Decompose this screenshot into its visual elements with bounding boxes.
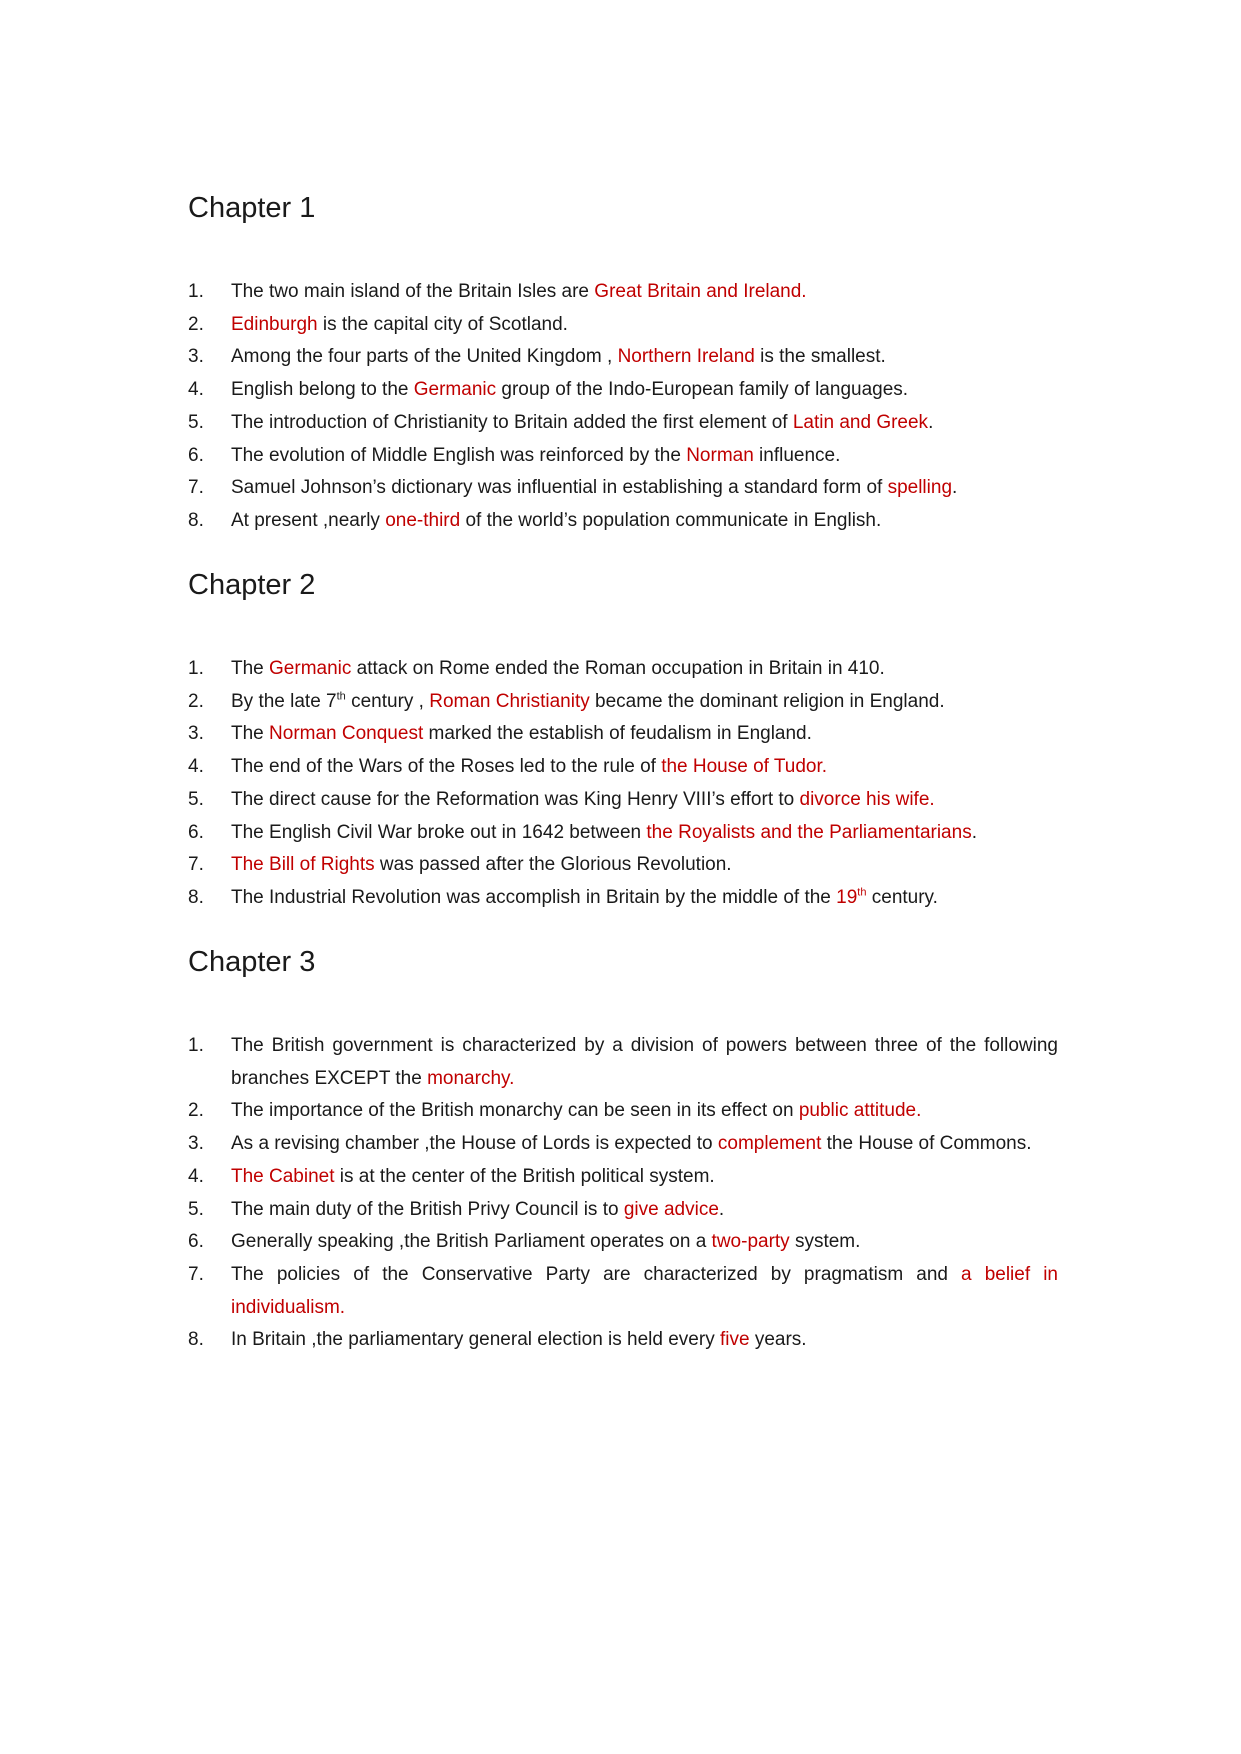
item-text bbox=[231, 789, 935, 810]
item-text bbox=[231, 1329, 807, 1350]
question-text: . bbox=[928, 411, 934, 433]
question-text: . bbox=[952, 477, 958, 499]
question-text: the House of Commons. bbox=[821, 1133, 1032, 1155]
chapter-3-section bbox=[188, 942, 1058, 1357]
item-number: 5. bbox=[188, 411, 204, 433]
item-text bbox=[231, 281, 807, 302]
question-list bbox=[188, 276, 1058, 538]
item-text bbox=[231, 445, 840, 466]
question-text: marked the establish of feudalism in England. bbox=[423, 723, 812, 745]
list-item bbox=[188, 1095, 1058, 1128]
item-number: 3. bbox=[188, 723, 204, 745]
list-item bbox=[188, 784, 1058, 817]
answer-text: The Bill of Rights bbox=[231, 854, 375, 876]
item-number: 7. bbox=[188, 854, 204, 876]
item-number: 2. bbox=[188, 690, 204, 712]
list-item bbox=[188, 374, 1058, 407]
question-text: The bbox=[231, 658, 270, 679]
chapter-title: Chapter 1 bbox=[188, 192, 316, 224]
item-text bbox=[231, 477, 957, 498]
item-text bbox=[231, 1166, 715, 1187]
item-number: 6. bbox=[188, 821, 204, 843]
question-text: . bbox=[971, 821, 977, 843]
item-text bbox=[231, 887, 938, 908]
item-number: 8. bbox=[188, 1329, 204, 1351]
list-item bbox=[188, 882, 1058, 915]
list-item bbox=[188, 505, 1058, 538]
question-text: The policies of the Conservative Party are characterized by pragmatism and bbox=[231, 1263, 962, 1285]
question-text: is at the center of the British political system. bbox=[334, 1165, 715, 1187]
answer-text: the Royalists and the Parliamentarians bbox=[646, 821, 972, 843]
item-text bbox=[231, 314, 568, 335]
list-item bbox=[188, 849, 1058, 882]
list-item bbox=[188, 309, 1058, 342]
list-item bbox=[188, 751, 1058, 784]
question-text: Generally speaking ,the British Parliament operates on a bbox=[231, 1231, 712, 1253]
answer-text: one-third bbox=[385, 509, 461, 531]
question-text: The Industrial Revolution was accomplish in Britain by the middle of the bbox=[231, 886, 837, 908]
item-text bbox=[231, 1133, 1032, 1154]
item-number: 1. bbox=[188, 658, 204, 679]
question-text: of the world’s population communicate in English. bbox=[460, 509, 882, 531]
question-text: became the dominant religion in England. bbox=[589, 690, 945, 712]
item-text bbox=[231, 1264, 1058, 1318]
question-list bbox=[188, 1030, 1058, 1357]
answer-text: The Cabinet bbox=[231, 1165, 335, 1187]
item-text bbox=[231, 1100, 921, 1121]
item-text bbox=[231, 346, 886, 367]
item-text bbox=[231, 854, 732, 875]
answer-text: Great Britain and Ireland. bbox=[594, 281, 807, 302]
question-text: The bbox=[231, 723, 270, 745]
list-item bbox=[188, 817, 1058, 850]
answer-text: give advice bbox=[623, 1198, 719, 1220]
answer-text: Norman Conquest bbox=[269, 723, 424, 745]
question-text: The main duty of the British Privy Council is to bbox=[231, 1198, 624, 1220]
superscript-text: th bbox=[336, 690, 346, 703]
answer-text: Roman Christianity bbox=[429, 690, 590, 712]
item-number: 7. bbox=[188, 477, 204, 499]
list-item bbox=[188, 686, 1058, 719]
question-text: The importance of the British monarchy can be seen in its effect on bbox=[231, 1100, 799, 1122]
item-text bbox=[231, 723, 812, 744]
answer-text: Edinburgh bbox=[231, 313, 318, 335]
question-text: The British government is characterized by a division of powers between three of the following branches EXCEPT the bbox=[231, 1035, 1058, 1089]
item-number: 1. bbox=[188, 1035, 204, 1056]
list-item bbox=[188, 276, 1058, 309]
question-text: At present ,nearly bbox=[231, 509, 386, 531]
answer-text: spelling bbox=[887, 477, 953, 499]
answer-text: Norman bbox=[686, 444, 754, 466]
item-number: 3. bbox=[188, 346, 204, 368]
question-text: is the capital city of Scotland. bbox=[317, 313, 568, 335]
answer-text: 19 bbox=[836, 886, 858, 908]
item-number: 3. bbox=[188, 1133, 204, 1155]
list-item bbox=[188, 1324, 1058, 1357]
answer-text: divorce his wife. bbox=[799, 788, 935, 810]
item-text bbox=[231, 379, 908, 400]
answer-text: Latin and Greek bbox=[792, 411, 929, 433]
question-text: group of the Indo-European family of languages. bbox=[496, 379, 909, 401]
chapter-title: Chapter 2 bbox=[188, 569, 316, 601]
item-number: 5. bbox=[188, 788, 204, 810]
answer-text: monarchy. bbox=[427, 1067, 515, 1089]
item-number: 8. bbox=[188, 886, 204, 908]
item-number: 2. bbox=[188, 1100, 204, 1122]
answer-text: the House of Tudor. bbox=[661, 756, 828, 778]
question-text: Among the four parts of the United Kingdom , bbox=[231, 346, 618, 368]
item-text bbox=[231, 691, 945, 712]
item-text bbox=[231, 822, 977, 843]
chapter-title: Chapter 3 bbox=[188, 946, 316, 978]
item-text bbox=[231, 1199, 724, 1220]
question-text: was passed after the Glorious Revolution. bbox=[374, 854, 732, 876]
item-number: 4. bbox=[188, 1165, 204, 1187]
question-text: In Britain ,the parliamentary general election is held every bbox=[231, 1329, 720, 1351]
list-item bbox=[188, 1030, 1058, 1095]
item-text bbox=[231, 1231, 860, 1252]
chapter-2-section bbox=[188, 565, 1058, 915]
answer-text: Germanic bbox=[269, 658, 352, 679]
list-item bbox=[188, 718, 1058, 751]
answer-text: th bbox=[857, 886, 867, 899]
question-text: The direct cause for the Reformation was King Henry VIII’s effort to bbox=[231, 788, 800, 810]
question-text: influence. bbox=[753, 444, 841, 466]
answer-text: public attitude. bbox=[798, 1100, 922, 1122]
list-item bbox=[188, 1226, 1058, 1259]
answer-text: Germanic bbox=[413, 379, 497, 401]
item-text bbox=[231, 1035, 1058, 1089]
question-text: The two main island of the Britain Isles are bbox=[231, 281, 595, 302]
question-text: years. bbox=[749, 1329, 807, 1351]
question-text: century , bbox=[345, 690, 430, 712]
item-number: 2. bbox=[188, 313, 204, 335]
question-text: The introduction of Christianity to Britain added the first element of bbox=[231, 411, 793, 433]
answer-text: a belief in individualism. bbox=[231, 1263, 1058, 1318]
list-item bbox=[188, 407, 1058, 440]
question-text: The English Civil War broke out in 1642 between bbox=[231, 821, 647, 843]
answer-text: five bbox=[719, 1329, 750, 1351]
question-text: The evolution of Middle English was reinforced by the bbox=[231, 444, 687, 466]
list-item bbox=[188, 1194, 1058, 1227]
item-text bbox=[231, 756, 827, 777]
item-text bbox=[231, 658, 885, 679]
item-text bbox=[231, 412, 933, 433]
list-item bbox=[188, 472, 1058, 505]
item-number: 5. bbox=[188, 1198, 204, 1220]
question-text: system. bbox=[789, 1231, 861, 1253]
question-text: attack on Rome ended the Roman occupation in Britain in 410. bbox=[351, 658, 885, 679]
item-number: 1. bbox=[188, 281, 204, 302]
answer-text: two-party bbox=[711, 1231, 790, 1253]
question-text: . bbox=[718, 1198, 725, 1220]
question-text: is the smallest. bbox=[754, 346, 886, 368]
list-item bbox=[188, 440, 1058, 473]
item-number: 6. bbox=[188, 1231, 204, 1253]
question-text: English belong to the bbox=[231, 379, 414, 401]
question-text: The end of the Wars of the Roses led to the rule of bbox=[231, 756, 662, 778]
question-text: century. bbox=[866, 886, 938, 908]
item-text bbox=[231, 510, 881, 531]
list-item bbox=[188, 653, 1058, 686]
question-text: Samuel Johnson’s dictionary was influential in establishing a standard form of bbox=[231, 477, 888, 499]
answer-text: complement bbox=[717, 1133, 822, 1155]
item-number: 7. bbox=[188, 1263, 204, 1285]
list-item bbox=[188, 1128, 1058, 1161]
answer-text: Northern Ireland bbox=[617, 346, 755, 368]
question-list bbox=[188, 653, 1058, 915]
chapter-1-section bbox=[188, 188, 1058, 538]
item-number: 4. bbox=[188, 379, 204, 401]
list-item bbox=[188, 1161, 1058, 1194]
item-number: 4. bbox=[188, 756, 204, 778]
item-number: 6. bbox=[188, 444, 204, 466]
list-item bbox=[188, 341, 1058, 374]
list-item bbox=[188, 1259, 1058, 1324]
question-text: By the late 7 bbox=[231, 690, 337, 712]
question-text: As a revising chamber ,the House of Lords is expected to bbox=[231, 1133, 718, 1155]
item-number: 8. bbox=[188, 509, 204, 531]
